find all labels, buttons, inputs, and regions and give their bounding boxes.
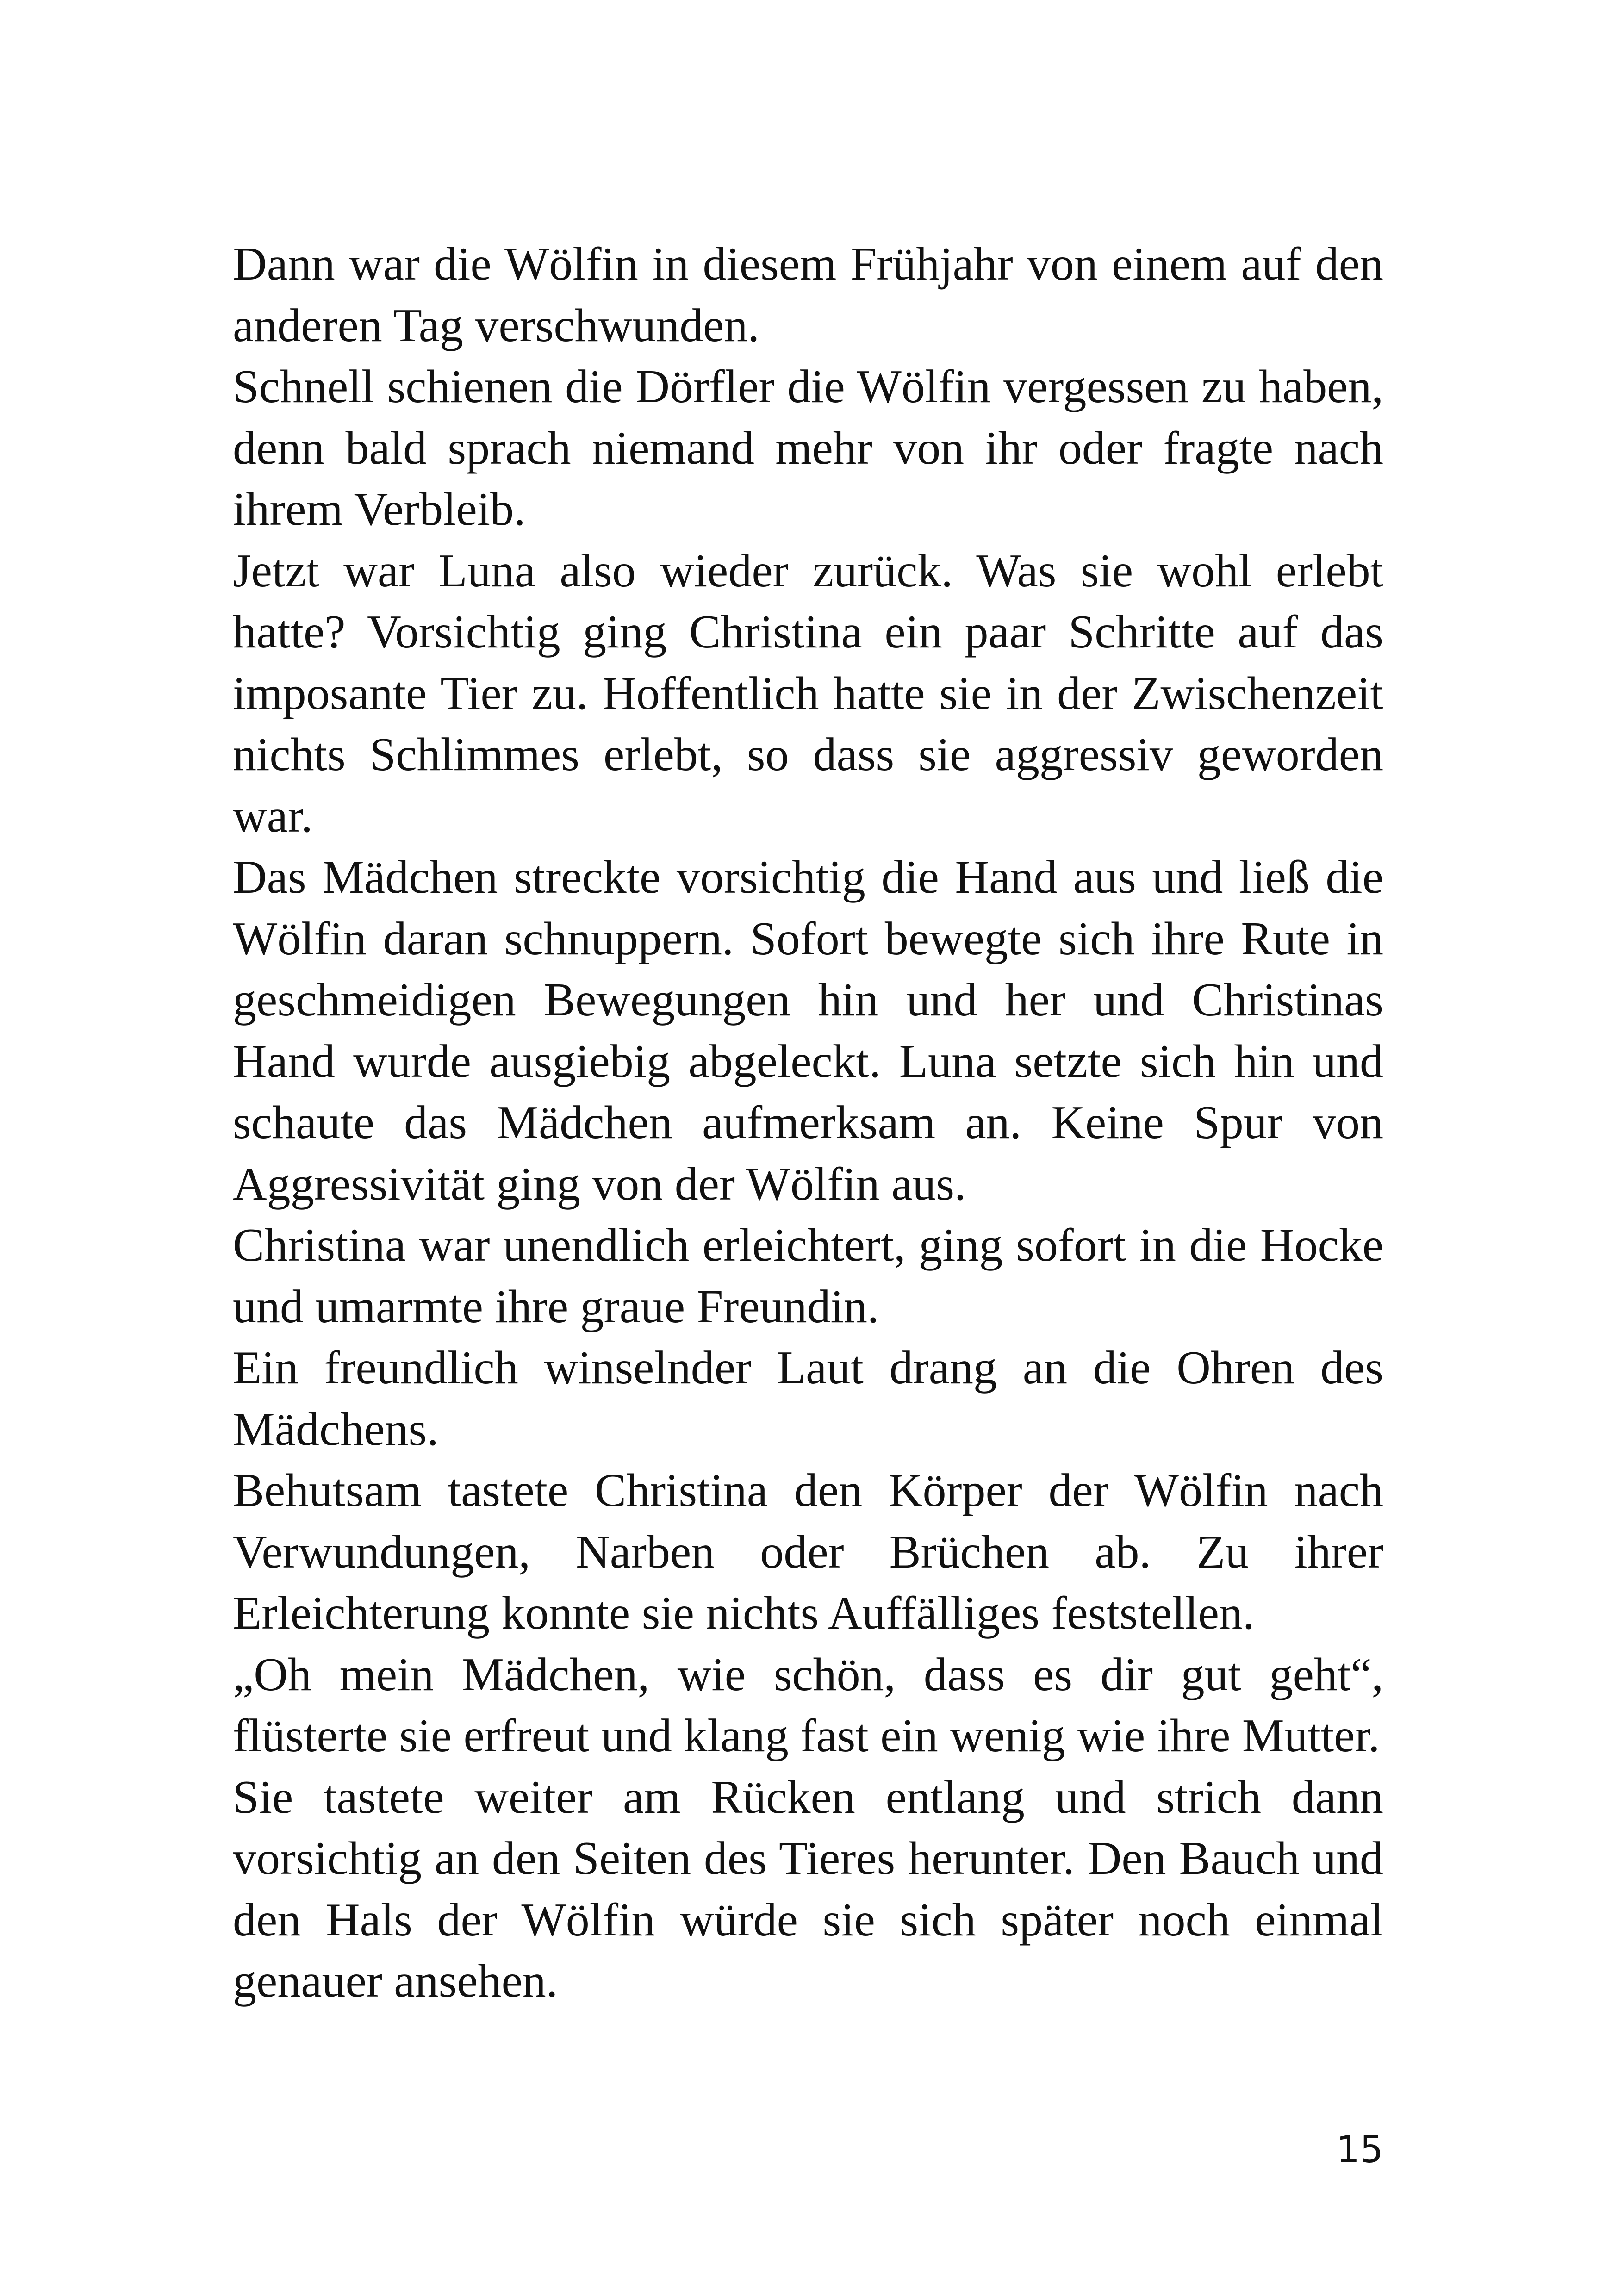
- page-number: 15: [1336, 2128, 1383, 2171]
- paragraph: Dann war die Wölfin in diesem Frühjahr von einem auf den anderen Tag verschwunden.: [233, 238, 1383, 352]
- paragraph: Ein freundlich winselnder Laut drang an die Ohren des Mädchens.: [233, 1342, 1383, 1456]
- paragraph: Sie tastete weiter am Rücken entlang und strich dann vorsichtig an den Seiten des Tieres herunter. Den Bauch und den Hals der Wölfin würde sie sich später noch einmal genauer ansehen.: [233, 1771, 1383, 2007]
- paragraph: Christina war unendlich erleichtert, ging sofort in die Hocke und umarmte ihre graue Freundin.: [233, 1219, 1383, 1333]
- paragraph: Schnell schienen die Dörfler die Wölfin vergessen zu haben, denn bald sprach niemand mehr von ihr oder fragte nach ihrem Verbleib.: [233, 361, 1383, 535]
- paragraph: „Oh mein Mädchen, wie schön, dass es dir gut geht“, flüsterte sie erfreut und klang fast ein wenig wie ihre Mutter.: [233, 1648, 1383, 1762]
- paragraph: Jetzt war Luna also wieder zurück. Was sie wohl erlebt hatte? Vorsichtig ging Christina ein paar Schritte auf das imposante Tier zu. Hoffentlich hatte sie in der Zwischenzeit nichts Schlimmes erlebt, so dass sie aggressiv geworden war.: [233, 544, 1383, 842]
- body-text: [233, 234, 1383, 2012]
- paragraph: Behutsam tastete Christina den Körper der Wölfin nach Verwundungen, Narben oder Brüchen ab. Zu ihrer Erleichterung konnte sie nichts Auffälliges feststellen.: [233, 1464, 1383, 1639]
- paragraph: Das Mädchen streckte vorsichtig die Hand aus und ließ die Wölfin daran schnuppern. Sofort bewegte sich ihre Rute in geschmeidigen Bewegungen hin und her und Christinas Hand wurde ausgiebig abgeleckt. Luna setzte sich hin und schaute das Mädchen aufmerksam an. Keine Spur von Aggressivität ging von der Wölfin aus.: [233, 851, 1383, 1210]
